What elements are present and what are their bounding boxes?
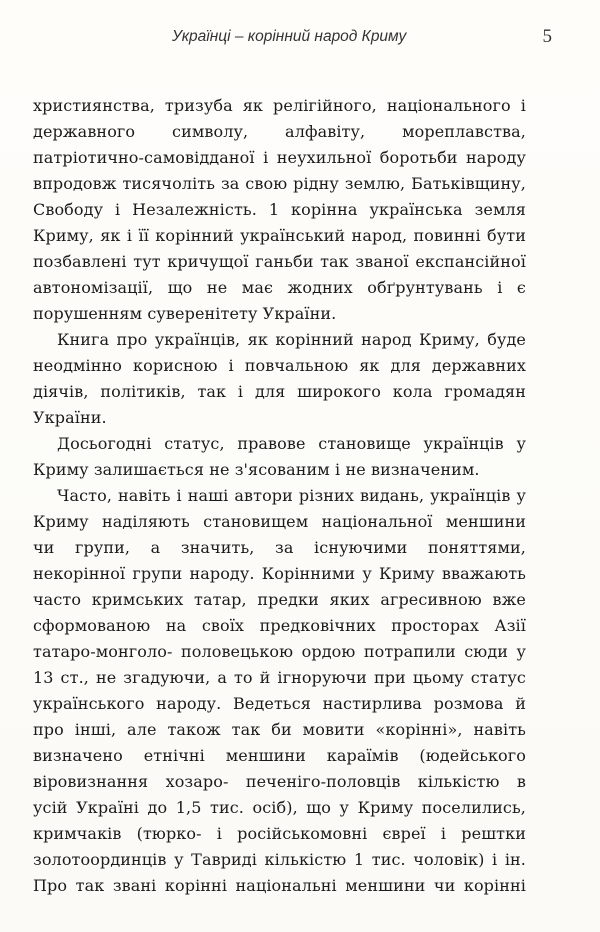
- running-head-title: Українці – корінний народ Криму: [172, 28, 407, 45]
- text-line: татаро-монголо- половецькою ордою потрапили сюди у: [33, 642, 526, 661]
- text-line: впродовж тисячоліть за свою рідну землю, Батьківщину,: [33, 174, 526, 193]
- text-line: Криму, як і її корінний український народ, повинні бути: [33, 226, 526, 245]
- text-line: Книга про українців, як корінний народ Криму, буде: [57, 330, 526, 349]
- text-line: про інші, але також так би мовити «корінні», навіть: [33, 720, 526, 739]
- text-line: України.: [33, 408, 107, 427]
- text-line: позбавлені тут кричущої ганьби так званої експансійної: [33, 252, 526, 271]
- text-line: кримчаків (тюрко- і російськомовні євреї і рештки: [33, 824, 526, 843]
- paragraph: [33, 327, 526, 431]
- text-line: діячів, політиків, так і для широкого кола громадян: [33, 382, 526, 401]
- text-line: Криму залишається не з'ясованим і не визначеним.: [33, 460, 480, 479]
- text-line: неодмінно корисною і повчальною як для державних: [33, 356, 526, 375]
- text-line: чи групи, а значить, за існуючими поняттями,: [33, 538, 526, 557]
- paragraph: [33, 431, 526, 483]
- text-line: некорінної групи народу. Корінними у Криму вважають: [33, 564, 526, 583]
- text-line: Досьогодні статус, правове становище українців у: [57, 434, 526, 453]
- text-line: Про так звані корінні національні меншини чи корінні: [33, 876, 526, 895]
- text-line: Свободу і Незалежність. 1 корінна українська земля: [33, 200, 526, 219]
- page-number: 5: [542, 26, 552, 47]
- text-line: порушенням суверенітету України.: [33, 304, 337, 323]
- text-line: автономізації, що не має жодних обґрунтувань і є: [33, 278, 526, 297]
- paragraph: [33, 483, 526, 899]
- text-line: християнства, тризуба як релігійного, національного і: [33, 96, 526, 115]
- text-line: часто кримських татар, предки яких агресивною вже: [33, 590, 526, 609]
- text-line: усій Україні до 1,5 тис. осіб), що у Криму поселились,: [33, 798, 526, 817]
- paragraph: [33, 93, 526, 327]
- text-line: Криму наділяють становищем національної меншини: [33, 512, 526, 531]
- text-line: 13 ст., не згадуючи, а то й ігноруючи при цьому статус: [33, 668, 526, 687]
- text-line: віровизнання хозаро- печеніго-половців кількістю в: [33, 772, 526, 791]
- text-line: Часто, навіть і наші автори різних видань, українців у: [57, 486, 526, 505]
- text-line: українського народу. Ведеться настирлива розмова й: [33, 694, 526, 713]
- text-line: сформованою на своїх предковічних просторах Азії: [33, 616, 526, 635]
- text-line: патріотично-самовідданої і неухильної боротьби народу: [33, 148, 526, 167]
- text-line: державного символу, алфавіту, мореплавства,: [33, 122, 526, 141]
- text-line: визначено етнічні меншини караїмів (юдейського: [33, 746, 526, 765]
- body-text: [33, 93, 526, 899]
- text-line: золотоординців у Тавриді кількістю 1 тис. чоловік) і ін.: [33, 850, 526, 869]
- page-header: [0, 26, 600, 50]
